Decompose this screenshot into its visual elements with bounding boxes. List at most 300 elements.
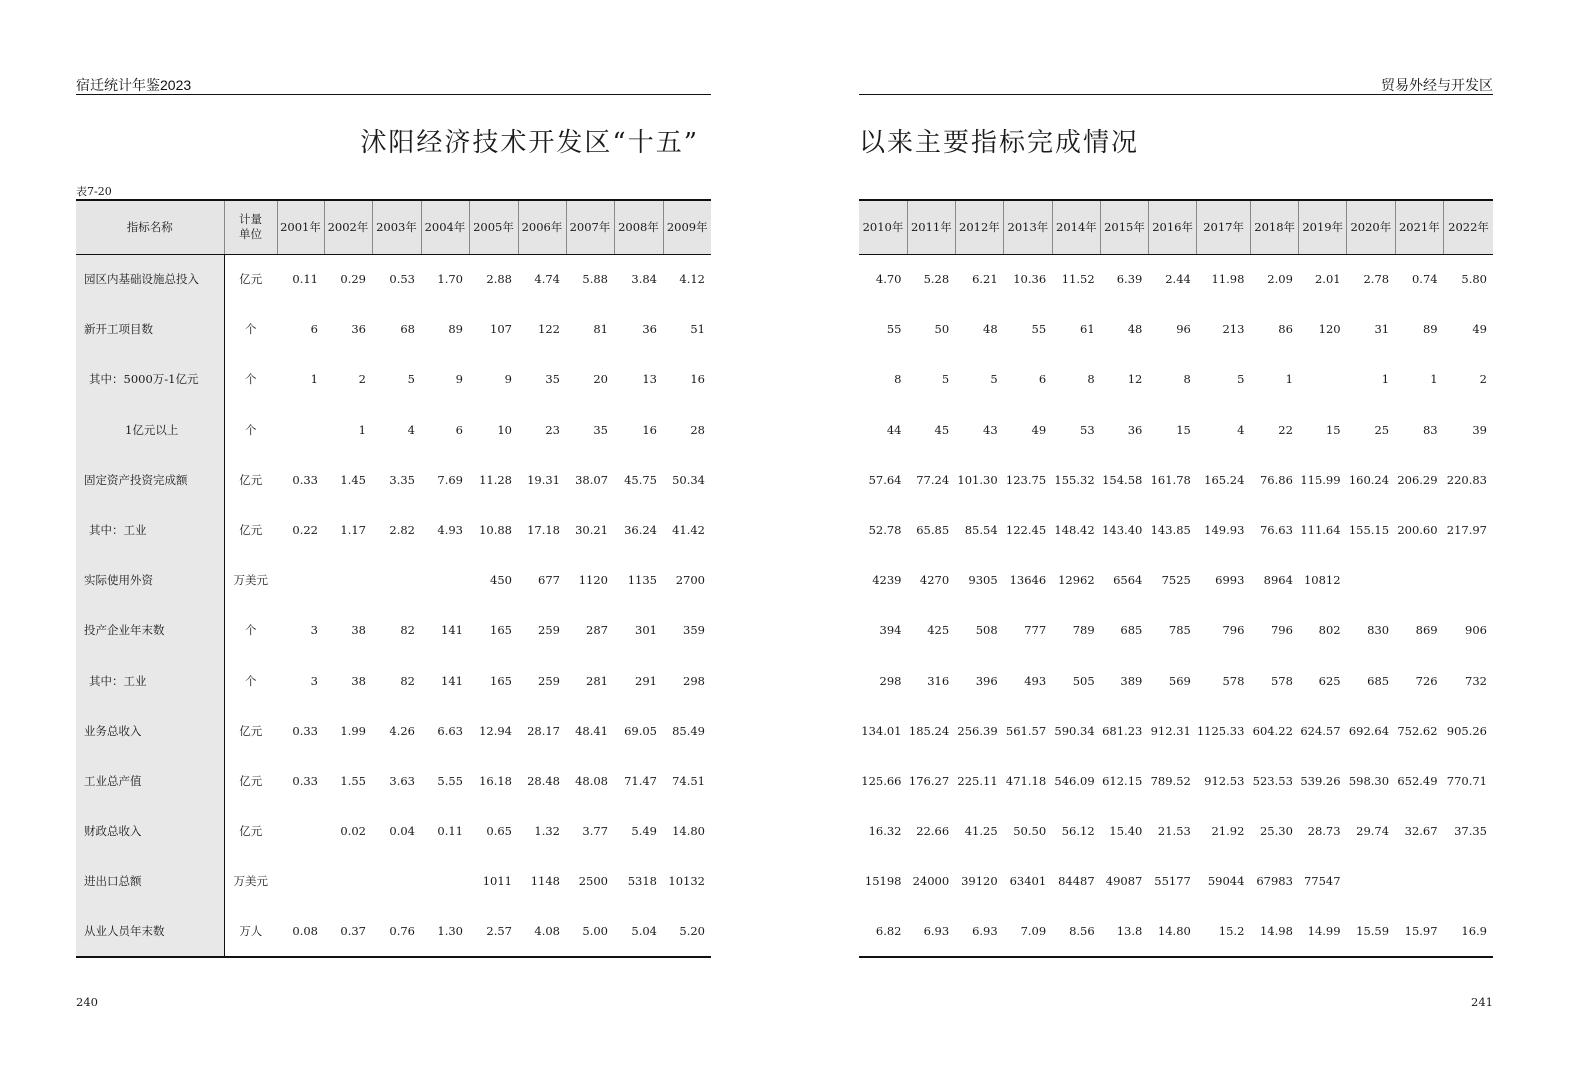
value-cell: 2700 [675, 573, 705, 588]
value-cell: 0.37 [324, 906, 372, 956]
value-cell: 789 [1072, 623, 1095, 638]
value-cell: 10 [497, 422, 512, 437]
value-cell: 1135 [627, 573, 657, 588]
value-cell: 10812 [1303, 573, 1341, 588]
row-unit: 亿元 [239, 472, 263, 487]
value-cell: 77547 [1303, 874, 1341, 889]
value-cell: 3.63 [389, 773, 415, 788]
row-indicator-name: 其中：工业 [76, 505, 224, 555]
value-cell: 1120 [578, 573, 608, 588]
value-cell: 160.24 [1348, 472, 1390, 487]
value-cell: 85.49 [672, 723, 705, 738]
value-cell: 2.82 [389, 523, 415, 538]
value-cell: 625 [1318, 673, 1341, 688]
value-cell: 1 [1285, 372, 1293, 387]
value-cell: 76.63 [1259, 523, 1293, 538]
value-cell: 165 [490, 623, 512, 638]
row-unit: 个 [245, 372, 257, 387]
row-indicator-name: 固定资产投资完成额 [76, 455, 224, 505]
value-cell: 505 [1072, 673, 1095, 688]
value-cell: 36.24 [624, 523, 657, 538]
value-cell: 1.99 [340, 723, 366, 738]
value-cell: 830 [1367, 623, 1390, 638]
value-cell: 1.32 [534, 824, 560, 839]
value-cell: 1.55 [340, 773, 366, 788]
col-header-year: 2013年 [1004, 200, 1053, 254]
value-cell [277, 856, 324, 906]
value-cell: 539.26 [1300, 773, 1341, 788]
value-cell: 161.78 [1150, 472, 1191, 487]
value-cell: 11.98 [1211, 272, 1245, 287]
value-cell: 0.11 [292, 272, 318, 287]
value-cell: 4270 [919, 573, 950, 588]
value-cell: 3.77 [582, 824, 608, 839]
table-row [76, 605, 711, 655]
value-cell: 89 [448, 322, 463, 337]
value-cell: 55 [1031, 322, 1047, 337]
value-cell: 508 [975, 623, 998, 638]
value-cell: 912.31 [1150, 723, 1191, 738]
row-indicator-name: 其中：5000万-1亿元 [76, 354, 224, 404]
value-cell: 213 [1222, 322, 1245, 337]
value-cell: 777 [1024, 623, 1047, 638]
value-cell: 1 [1430, 372, 1438, 387]
value-cell: 624.57 [1300, 723, 1341, 738]
value-cell: 301 [635, 623, 657, 638]
value-cell: 43 [983, 422, 998, 437]
table-row [76, 756, 711, 806]
row-unit: 个 [245, 322, 257, 337]
table-row [859, 706, 1493, 756]
page-number-right: 241 [1471, 995, 1493, 1009]
row-indicator-name: 业务总收入 [76, 706, 224, 756]
running-header-left: 宿迁统计年鉴2023 [76, 77, 192, 93]
value-cell: 2.57 [469, 906, 518, 956]
table-header-row-left [76, 200, 711, 254]
value-cell: 123.75 [1005, 472, 1047, 487]
col-header-year: 2021年 [1395, 200, 1444, 254]
value-cell: 24000 [912, 874, 950, 889]
value-cell: 256.39 [957, 723, 998, 738]
value-cell: 905.26 [1446, 723, 1487, 738]
value-cell: 1125.33 [1196, 723, 1245, 738]
value-cell: 25 [1374, 422, 1390, 437]
value-cell: 11.28 [479, 472, 512, 487]
value-cell: 15198 [864, 874, 902, 889]
value-cell: 19.31 [527, 472, 560, 487]
value-cell: 0.08 [277, 906, 324, 956]
value-cell: 389 [1120, 673, 1143, 688]
value-cell: 44 [886, 422, 902, 437]
indicator-table-left [76, 199, 711, 958]
value-cell: 770.71 [1446, 773, 1487, 788]
value-cell: 677 [538, 573, 560, 588]
value-cell: 6.21 [972, 272, 998, 287]
col-header-year: 2018年 [1250, 200, 1299, 254]
value-cell: 15.2 [1197, 906, 1251, 956]
value-cell [1444, 856, 1493, 906]
value-cell: 9305 [968, 573, 998, 588]
col-header-year: 2006年 [518, 200, 566, 254]
value-cell [421, 555, 469, 605]
value-cell: 28 [690, 422, 705, 437]
value-cell: 69.05 [624, 723, 657, 738]
value-cell: 22 [1278, 422, 1293, 437]
value-cell: 912.53 [1204, 773, 1245, 788]
value-cell: 16.32 [868, 824, 902, 839]
table-row [859, 756, 1493, 806]
value-cell: 3 [310, 673, 318, 688]
value-cell: 5.49 [631, 824, 657, 839]
value-cell: 155.32 [1054, 472, 1095, 487]
value-cell: 89 [1422, 322, 1438, 337]
value-cell: 148.42 [1054, 523, 1095, 538]
row-indicator-name: 投产企业年末数 [76, 605, 224, 655]
value-cell: 0.33 [292, 472, 318, 487]
value-cell: 16.18 [479, 773, 512, 788]
left-page [0, 0, 793, 1077]
value-cell: 141 [441, 623, 463, 638]
value-cell: 0.33 [292, 773, 318, 788]
value-cell: 259 [538, 673, 560, 688]
table-row [859, 806, 1493, 856]
value-cell: 11.52 [1061, 272, 1095, 287]
table-row [859, 455, 1493, 505]
value-cell [372, 856, 421, 906]
value-cell: 12 [1127, 372, 1143, 387]
value-cell: 578 [1270, 673, 1293, 688]
value-cell: 39120 [961, 874, 998, 889]
row-unit: 亿元 [239, 272, 263, 287]
value-cell: 2 [358, 372, 366, 387]
value-cell: 120 [1318, 322, 1341, 337]
value-cell: 578 [1222, 673, 1245, 688]
value-cell: 796 [1270, 623, 1293, 638]
value-cell: 143.40 [1102, 523, 1143, 538]
value-cell: 6 [1038, 372, 1047, 387]
value-cell: 82 [400, 673, 415, 688]
col-header-year: 2020年 [1347, 200, 1396, 254]
value-cell: 7.09 [1004, 906, 1053, 956]
row-unit: 万美元 [233, 573, 268, 588]
value-cell: 8 [1087, 372, 1095, 387]
value-cell: 796 [1222, 623, 1245, 638]
value-cell: 0.04 [389, 824, 415, 839]
value-cell: 5.88 [582, 272, 608, 287]
row-unit: 亿元 [239, 773, 263, 788]
value-cell: 50 [934, 322, 950, 337]
indicator-table-right [859, 199, 1493, 958]
col-header-year: 2008年 [614, 200, 663, 254]
value-cell: 0.29 [340, 272, 366, 287]
running-header-right: 贸易外经与开发区 [1381, 77, 1493, 93]
value-cell: 82 [400, 623, 415, 638]
value-cell [277, 555, 324, 605]
value-cell: 359 [683, 623, 705, 638]
row-unit: 个 [245, 623, 257, 638]
value-cell: 29.74 [1356, 824, 1390, 839]
col-header-year: 2012年 [955, 200, 1004, 254]
value-cell: 681.23 [1102, 723, 1143, 738]
value-cell: 13 [642, 372, 657, 387]
value-cell: 225.11 [957, 773, 998, 788]
value-cell: 6.93 [908, 906, 956, 956]
title-left: 沭阳经济技术开发区“十五” [360, 128, 699, 158]
value-cell: 590.34 [1054, 723, 1095, 738]
col-header-year: 2009年 [663, 200, 711, 254]
value-cell: 74.51 [672, 773, 705, 788]
row-indicator-name: 进出口总额 [76, 856, 224, 906]
row-indicator-name: 财政总收入 [76, 806, 224, 856]
value-cell: 5 [990, 372, 998, 387]
value-cell: 394 [879, 623, 902, 638]
table-row [76, 455, 711, 505]
value-cell: 30.21 [575, 523, 608, 538]
row-indicator-name: 新开工项目数 [76, 304, 224, 354]
value-cell: 869 [1415, 623, 1438, 638]
value-cell: 15.97 [1395, 906, 1444, 956]
value-cell: 612.15 [1102, 773, 1143, 788]
value-cell: 36 [642, 322, 657, 337]
value-cell: 752.62 [1397, 723, 1438, 738]
row-unit: 亿元 [239, 523, 263, 538]
value-cell: 59044 [1207, 874, 1245, 889]
value-cell: 56.12 [1061, 824, 1095, 839]
value-cell: 85.54 [964, 523, 998, 538]
row-unit: 亿元 [239, 824, 263, 839]
value-cell: 35 [545, 372, 560, 387]
table-row [76, 304, 711, 354]
table-row [859, 555, 1493, 605]
value-cell: 39 [1472, 422, 1487, 437]
value-cell: 789.52 [1150, 773, 1191, 788]
value-cell: 5 [407, 372, 415, 387]
value-cell: 49 [1472, 322, 1487, 337]
value-cell: 217.97 [1446, 523, 1487, 538]
table-row [859, 656, 1493, 706]
col-header-year: 2002年 [324, 200, 372, 254]
value-cell: 6993 [1215, 573, 1245, 588]
value-cell: 604.22 [1252, 723, 1293, 738]
col-header-year: 2016年 [1148, 200, 1197, 254]
value-cell: 63401 [1009, 874, 1047, 889]
value-cell: 45 [934, 422, 950, 437]
value-cell: 68 [400, 322, 415, 337]
value-cell: 14.80 [672, 824, 705, 839]
value-cell: 13.8 [1101, 906, 1149, 956]
value-cell: 692.64 [1348, 723, 1390, 738]
value-cell: 165 [490, 673, 512, 688]
value-cell: 5 [1237, 372, 1245, 387]
value-cell: 55177 [1154, 874, 1191, 889]
row-unit: 亿元 [239, 723, 263, 738]
value-cell: 1.17 [340, 523, 366, 538]
value-cell: 4.93 [437, 523, 463, 538]
value-cell: 111.64 [1300, 523, 1341, 538]
value-cell: 22.66 [916, 824, 950, 839]
value-cell [277, 806, 324, 856]
value-cell: 1148 [530, 874, 560, 889]
table-row [859, 605, 1493, 655]
value-cell: 5.80 [1461, 272, 1487, 287]
value-cell [1444, 555, 1493, 605]
table-row [76, 806, 711, 856]
value-cell: 57.64 [868, 472, 902, 487]
row-indicator-name: 工业总产值 [76, 756, 224, 806]
value-cell: 48 [1127, 322, 1143, 337]
value-cell: 9 [455, 372, 463, 387]
value-cell: 14.99 [1299, 906, 1347, 956]
value-cell: 86 [1278, 322, 1293, 337]
value-cell: 154.58 [1102, 472, 1143, 487]
value-cell: 298 [879, 673, 902, 688]
col-header-name: 指标名称 [76, 200, 224, 254]
value-cell: 35 [593, 422, 608, 437]
value-cell: 36 [351, 322, 366, 337]
value-cell: 53 [1080, 422, 1095, 437]
value-cell: 3 [310, 623, 318, 638]
value-cell: 652.49 [1397, 773, 1438, 788]
col-header-year: 2003年 [372, 200, 421, 254]
value-cell: 1011 [482, 874, 512, 889]
value-cell: 41.42 [672, 523, 705, 538]
value-cell: 5 [941, 372, 950, 387]
col-header-year: 2014年 [1052, 200, 1101, 254]
value-cell: 16.9 [1444, 906, 1493, 956]
value-cell: 31 [1374, 322, 1390, 337]
table-row [859, 254, 1493, 304]
value-cell: 3.84 [631, 272, 657, 287]
value-cell: 4.12 [679, 272, 705, 287]
title-right: 以来主要指标完成情况 [859, 128, 1140, 158]
col-header-year: 2005年 [469, 200, 518, 254]
value-cell: 10132 [668, 874, 705, 889]
value-cell: 5.28 [923, 272, 950, 287]
table-row [859, 906, 1493, 956]
value-cell: 36 [1127, 422, 1143, 437]
value-cell: 125.66 [861, 773, 902, 788]
value-cell: 569 [1168, 673, 1191, 688]
value-cell [324, 555, 372, 605]
value-cell: 23 [545, 422, 560, 437]
value-cell: 1 [310, 372, 318, 387]
value-cell: 298 [683, 673, 705, 688]
row-indicator-name: 1亿元以上 [76, 405, 224, 455]
value-cell: 21.92 [1211, 824, 1245, 839]
value-cell: 2 [1479, 372, 1487, 387]
value-cell: 220.83 [1446, 472, 1487, 487]
value-cell: 50.50 [1013, 824, 1047, 839]
value-cell [277, 405, 324, 455]
value-cell: 598.30 [1348, 773, 1390, 788]
table-row [76, 354, 711, 404]
table-row [76, 254, 711, 304]
value-cell: 200.60 [1397, 523, 1438, 538]
value-cell: 726 [1415, 673, 1438, 688]
value-cell: 176.27 [908, 773, 950, 788]
value-cell: 41.25 [964, 824, 998, 839]
value-cell: 185.24 [908, 723, 950, 738]
table-row [76, 906, 711, 956]
value-cell: 83 [1422, 422, 1438, 437]
value-cell: 5.00 [566, 906, 614, 956]
table-row [76, 405, 711, 455]
value-cell: 38.07 [575, 472, 608, 487]
value-cell: 14.98 [1250, 906, 1299, 956]
row-unit: 个 [245, 673, 257, 688]
col-header-unit [224, 200, 277, 254]
row-indicator-name: 园区内基础设施总投入 [76, 254, 224, 304]
value-cell: 115.99 [1300, 472, 1341, 487]
value-cell: 45.75 [624, 472, 657, 487]
table-row [859, 304, 1493, 354]
value-cell: 732 [1465, 673, 1487, 688]
value-cell: 2.01 [1314, 272, 1341, 287]
value-cell: 685 [1367, 673, 1390, 688]
value-cell: 96 [1176, 322, 1191, 337]
value-cell: 2.88 [486, 272, 512, 287]
table-row [76, 706, 711, 756]
value-cell: 785 [1168, 623, 1191, 638]
value-cell: 5.55 [437, 773, 463, 788]
value-cell: 6.63 [437, 723, 463, 738]
value-cell [324, 856, 372, 906]
value-cell: 28.73 [1307, 824, 1341, 839]
table-row [859, 354, 1493, 404]
value-cell [1347, 555, 1396, 605]
value-cell: 8 [1183, 372, 1191, 387]
value-cell: 4.08 [518, 906, 566, 956]
col-header-year: 2022年 [1444, 200, 1493, 254]
value-cell: 107 [490, 322, 512, 337]
col-header-year: 2010年 [859, 200, 908, 254]
value-cell: 141 [441, 673, 463, 688]
value-cell: 802 [1318, 623, 1341, 638]
value-cell: 55 [886, 322, 902, 337]
col-header-unit-text: 计量单位 [239, 212, 262, 242]
row-indicator-name: 其中：工业 [76, 656, 224, 706]
value-cell: 65.85 [916, 523, 950, 538]
value-cell: 38 [351, 673, 366, 688]
value-cell: 16 [690, 372, 705, 387]
row-unit: 万美元 [233, 874, 268, 889]
value-cell: 523.53 [1252, 773, 1293, 788]
value-cell: 1.45 [340, 472, 366, 487]
value-cell: 4.70 [875, 272, 902, 287]
value-cell: 396 [975, 673, 998, 688]
table-row [859, 856, 1493, 906]
value-cell: 28.48 [527, 773, 560, 788]
value-cell: 1 [1381, 372, 1390, 387]
value-cell [1299, 354, 1347, 404]
value-cell: 206.29 [1397, 472, 1438, 487]
value-cell: 77.24 [916, 472, 950, 487]
value-cell: 3.35 [389, 472, 415, 487]
value-cell: 134.01 [861, 723, 902, 738]
value-cell: 21.53 [1157, 824, 1191, 839]
value-cell: 28.17 [527, 723, 560, 738]
value-cell: 493 [1024, 673, 1047, 688]
value-cell: 122.45 [1005, 523, 1047, 538]
col-header-year: 2011年 [908, 200, 956, 254]
value-cell: 471.18 [1005, 773, 1047, 788]
value-cell: 1.70 [437, 272, 463, 287]
value-cell: 2.78 [1363, 272, 1390, 287]
value-cell: 13646 [1009, 573, 1047, 588]
header-rule-left [76, 94, 711, 95]
value-cell: 49 [1031, 422, 1047, 437]
value-cell: 2500 [578, 874, 608, 889]
